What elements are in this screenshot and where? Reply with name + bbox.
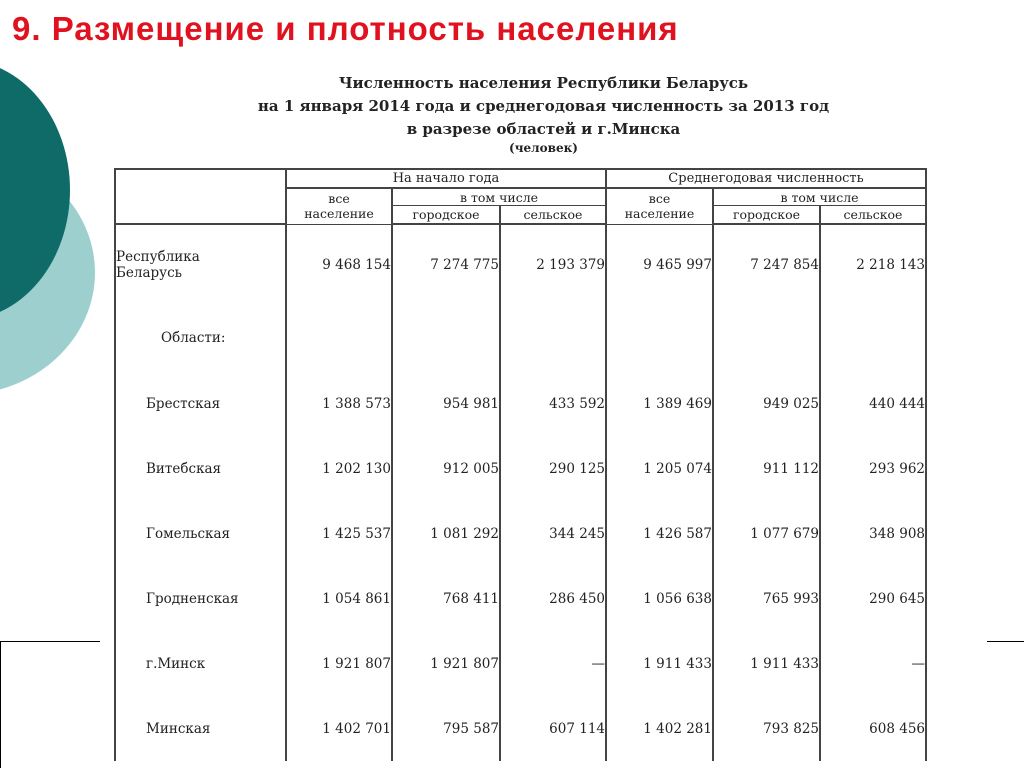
table-row bbox=[115, 371, 926, 436]
row-label: Гродненская bbox=[115, 566, 286, 631]
cell-value: 1 077 679 bbox=[713, 501, 820, 566]
document-heading bbox=[100, 72, 987, 155]
cell-value: 293 962 bbox=[820, 436, 926, 501]
total-label-line1: Республика bbox=[116, 249, 200, 265]
header-region-blank bbox=[115, 169, 286, 224]
table-row bbox=[115, 566, 926, 631]
heading-line-1: Численность населения Республики Беларусь bbox=[338, 74, 749, 92]
header-urban-1: городское bbox=[392, 206, 500, 225]
heading-line-2: на 1 января 2014 года и среднегодовая численность за 2013 год bbox=[257, 97, 830, 115]
header-group-average: Среднегодовая численность bbox=[606, 169, 926, 188]
cell-value: 1 202 130 bbox=[286, 436, 392, 501]
header-all-line2: население bbox=[624, 206, 695, 222]
row-label: Минская bbox=[115, 696, 286, 761]
cell-value: 7 274 775 bbox=[392, 224, 500, 305]
scanned-document bbox=[100, 68, 987, 768]
cell-value: 9 468 154 bbox=[286, 224, 392, 305]
cell-value: 1 389 469 bbox=[606, 371, 713, 436]
cell-value: 2 218 143 bbox=[820, 224, 926, 305]
cell-value: 1 921 807 bbox=[392, 631, 500, 696]
cell-value: 1 426 587 bbox=[606, 501, 713, 566]
header-rural-2: сельское bbox=[820, 206, 926, 225]
cell-value: — bbox=[500, 631, 606, 696]
header-group-start-of-year: На начало года bbox=[286, 169, 606, 188]
total-label-line2: Беларусь bbox=[116, 265, 183, 281]
header-all-population-1 bbox=[286, 188, 392, 224]
table-row-total bbox=[115, 224, 926, 305]
population-table bbox=[114, 168, 927, 761]
cell-value: 2 193 379 bbox=[500, 224, 606, 305]
cell-value: 7 247 854 bbox=[713, 224, 820, 305]
cell-value: 1 911 433 bbox=[713, 631, 820, 696]
cell-value: 911 112 bbox=[713, 436, 820, 501]
cell-value: 1 205 074 bbox=[606, 436, 713, 501]
header-urban-2: городское bbox=[713, 206, 820, 225]
heading-line-3: в разрезе областей и г.Минска bbox=[406, 120, 681, 138]
cell-value: 286 450 bbox=[500, 566, 606, 631]
cell-value: 1 054 861 bbox=[286, 566, 392, 631]
cell-value: 795 587 bbox=[392, 696, 500, 761]
cell-value: 290 645 bbox=[820, 566, 926, 631]
table-row-regions-heading bbox=[115, 305, 926, 371]
cell-value: 348 908 bbox=[820, 501, 926, 566]
cell-value: 344 245 bbox=[500, 501, 606, 566]
cell-value: 765 993 bbox=[713, 566, 820, 631]
cell-value: 1 402 701 bbox=[286, 696, 392, 761]
cell-value: 1 388 573 bbox=[286, 371, 392, 436]
cell-value: 9 465 997 bbox=[606, 224, 713, 305]
row-label: Брестская bbox=[115, 371, 286, 436]
header-including-2: в том числе bbox=[713, 188, 926, 206]
cell-value: 290 125 bbox=[500, 436, 606, 501]
table-row bbox=[115, 501, 926, 566]
row-label: Гомельская bbox=[115, 501, 286, 566]
header-all-population-2 bbox=[606, 188, 713, 224]
table-row bbox=[115, 631, 926, 696]
cell-value: 793 825 bbox=[713, 696, 820, 761]
cell-value: 433 592 bbox=[500, 371, 606, 436]
cell-value: 954 981 bbox=[392, 371, 500, 436]
cell-value: — bbox=[820, 631, 926, 696]
cell-value: 608 456 bbox=[820, 696, 926, 761]
table-row bbox=[115, 696, 926, 761]
regions-label: Области: bbox=[115, 305, 286, 371]
header-all-line1: все bbox=[328, 191, 350, 207]
cell-value: 768 411 bbox=[392, 566, 500, 631]
cell-value: 1 402 281 bbox=[606, 696, 713, 761]
header-all-line1: все bbox=[648, 191, 671, 207]
cell-value: 1 056 638 bbox=[606, 566, 713, 631]
cell-value: 1 921 807 bbox=[286, 631, 392, 696]
header-all-line2: население bbox=[304, 206, 374, 222]
table-row bbox=[115, 436, 926, 501]
row-label-total bbox=[115, 224, 286, 305]
header-rural-1: сельское bbox=[500, 206, 606, 225]
cell-value: 1 425 537 bbox=[286, 501, 392, 566]
cell-value: 1 081 292 bbox=[392, 501, 500, 566]
row-label: г.Минск bbox=[115, 631, 286, 696]
row-label: Витебская bbox=[115, 436, 286, 501]
unit-label: (человек) bbox=[509, 141, 578, 155]
cell-value: 440 444 bbox=[820, 371, 926, 436]
cell-value: 607 114 bbox=[500, 696, 606, 761]
slide-title: 9. Размещение и плотность населения bbox=[12, 10, 679, 47]
cell-value: 1 911 433 bbox=[606, 631, 713, 696]
header-including-1: в том числе bbox=[392, 188, 606, 206]
cell-value: 949 025 bbox=[713, 371, 820, 436]
cell-value: 912 005 bbox=[392, 436, 500, 501]
